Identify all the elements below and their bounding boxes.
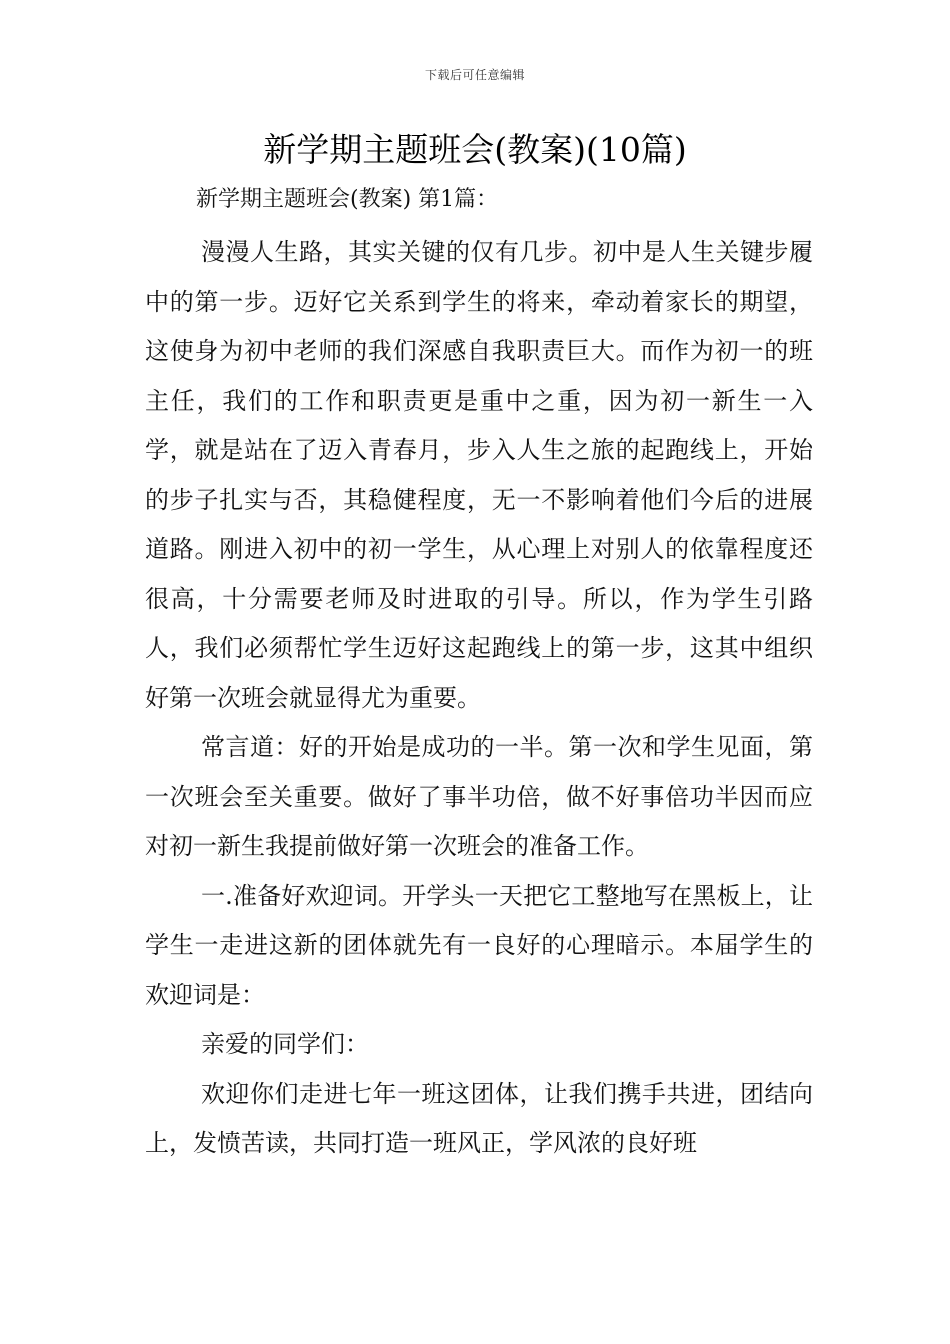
- paragraph: 常言道：好的开始是成功的一半。第一次和学生见面，第一次班会至关重要。做好了事半功倍，做不好事倍功半因而应对初一新生我提前做好第一次班会的准备工作。: [145, 733, 813, 860]
- section-subtitle: 新学期主题班会(教案) 第1篇：: [196, 187, 499, 212]
- header-note: 下载后可任意编辑: [424, 68, 525, 82]
- document-body: [145, 228, 813, 1169]
- paragraph: 亲爱的同学们：: [201, 1030, 369, 1058]
- paragraph: 欢迎你们走进七年一班这团体，让我们携手共进，团结向上，发愤苦读，共同打造一班风正，学风浓的良好班: [145, 1079, 813, 1157]
- paragraph: 漫漫人生路，其实关键的仅有几步。初中是人生关键步履中的第一步。迈好它关系到学生的将来，牵动着家长的期望，这使身为初中老师的我们深感自我职责巨大。而作为初一的班主任，我们的工作和职责更是重中之重，因为初一新生一入学，就是站在了迈入青春月，步入人生之旅的起跑线上，开始的步子扎实与否，其稳健程度，无一不影响着他们今后的进展道路。刚进入初中的初一学生，从心理上对别人的依靠程度还很高，十分需要老师及时进取的引导。所以，作为学生引路人，我们必须帮忙学生迈好这起跑线上的第一步，这其中组织好第一次班会就显得尤为重要。: [145, 238, 813, 712]
- document-title: 新学期主题班会(教案)(10篇): [263, 130, 687, 169]
- paragraph: 一.准备好欢迎词。开学头一天把它工整地写在黑板上，让学生一走进这新的团体就先有一良好的心理暗示。本届学生的欢迎词是：: [145, 881, 813, 1009]
